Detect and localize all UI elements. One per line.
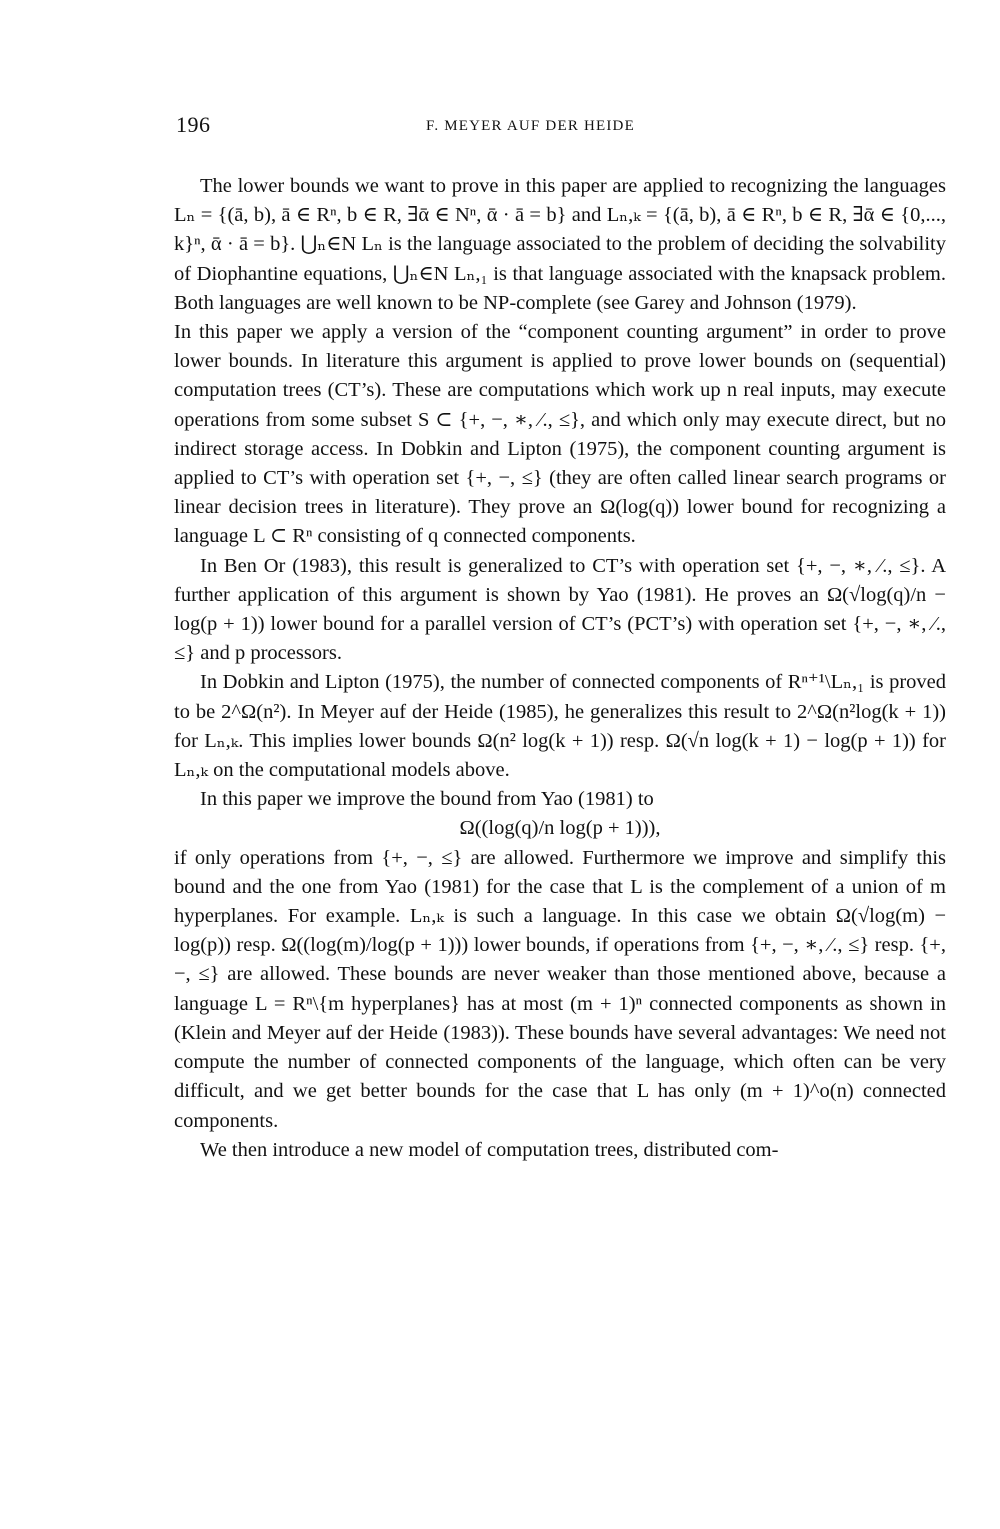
paragraph-improvement: if only operations from {+, −, ≤} are allowed. Furthermore we improve and simplify this bound and the one from Yao (1981) for the case that L is the complement of a union of m hyperplanes. For example. Lₙ,ₖ is such a language. In this case we obtain Ω(√log(m) − log(p)) resp. Ω((log(m)/log(p + 1))) lower bounds, if operations from {+, −, ∗, ⁄., ≤} resp. {+, −, ≤} are allowed. These bounds are never weaker than those mentioned above, because a language L = Rⁿ\{m hyperplanes} has at most (m + 1)ⁿ connected components as shown in (Klein and Meyer auf der Heide (1983)). These bounds have several advantages: We need not compute the number of connected components of the language, which often can be very difficult, and we get better bounds for the case that L has only (m + 1)^o(n) connected components. — [174, 846, 946, 1132]
page-number: 196 — [176, 112, 211, 137]
paragraph-ben-or: In Ben Or (1983), this result is generalized to CT’s with operation set {+, −, ∗, ⁄., ≤}. A further application of this argument is shown by Yao (1981). He proves an Ω(√log(q)/n − log(p + 1)) lower bound for a parallel version of CT’s (PCT’s) with operation set {+, −, ∗, ⁄., ≤} and p processors. — [174, 554, 946, 665]
body-text — [174, 172, 946, 1165]
paragraph-dobkin-lipton: In Dobkin and Lipton (1975), the number of connected components of Rⁿ⁺¹\Lₙ,₁ is proved to be 2^Ω(n²). In Meyer auf der Heide (1985), he generalizes this result to 2^Ω(n²log(k + 1)) for Lₙ,ₖ. This implies lower bounds Ω(n² log(k + 1)) resp. Ω(√n log(k + 1) − log(p + 1)) for Lₙ,ₖ on the computational models above. — [174, 671, 946, 782]
paragraph-languages: The lower bounds we want to prove in this paper are applied to recognizing the languages Lₙ = {(ā, b), ā ∈ Rⁿ, b ∈ R, ∃ᾱ ∈ Nⁿ, ᾱ · ā = b} and Lₙ,ₖ = {(ā, b), ā ∈ Rⁿ, b ∈ R, ∃ᾱ ∈ {0,..., k}ⁿ, ᾱ · ā = b}. ⋃ₙ∈N Lₙ is the language associated to the problem of deciding the solvability of Diophantine equations, ⋃ₙ∈N Lₙ,₁ is that language associated with the knapsack problem. Both languages are well known to be NP-complete (see Garey and Johnson (1979). — [174, 175, 946, 314]
paragraph-new-model: We then introduce a new model of computation trees, distributed com- — [200, 1138, 779, 1161]
page-header — [176, 112, 946, 148]
running-head: F. MEYER AUF DER HEIDE — [426, 118, 635, 134]
paragraph-improve-intro: In this paper we improve the bound from Yao (1981) to — [200, 788, 654, 811]
paragraph-component-counting: In this paper we apply a version of the “component counting argument” in order to prove lower bounds. In literature this argument is applied to prove lower bounds on (sequential) computation trees (CT’s). These are computations which work up n real inputs, may execute operations from some subset S ⊂ {+, −, ∗, ⁄., ≤}, and which only may execute direct, but no indirect storage access. In Dobkin and Lipton (1975), the component counting argument is applied to CT’s with operation set {+, −, ≤} (they are often called linear search programs or linear decision trees in literature). They prove an Ω(log(q)) lower bound for recognizing a language L ⊂ Rⁿ consisting of q connected components. — [174, 321, 946, 548]
display-formula: Ω((log(q)/n log(p + 1))), — [459, 817, 661, 840]
